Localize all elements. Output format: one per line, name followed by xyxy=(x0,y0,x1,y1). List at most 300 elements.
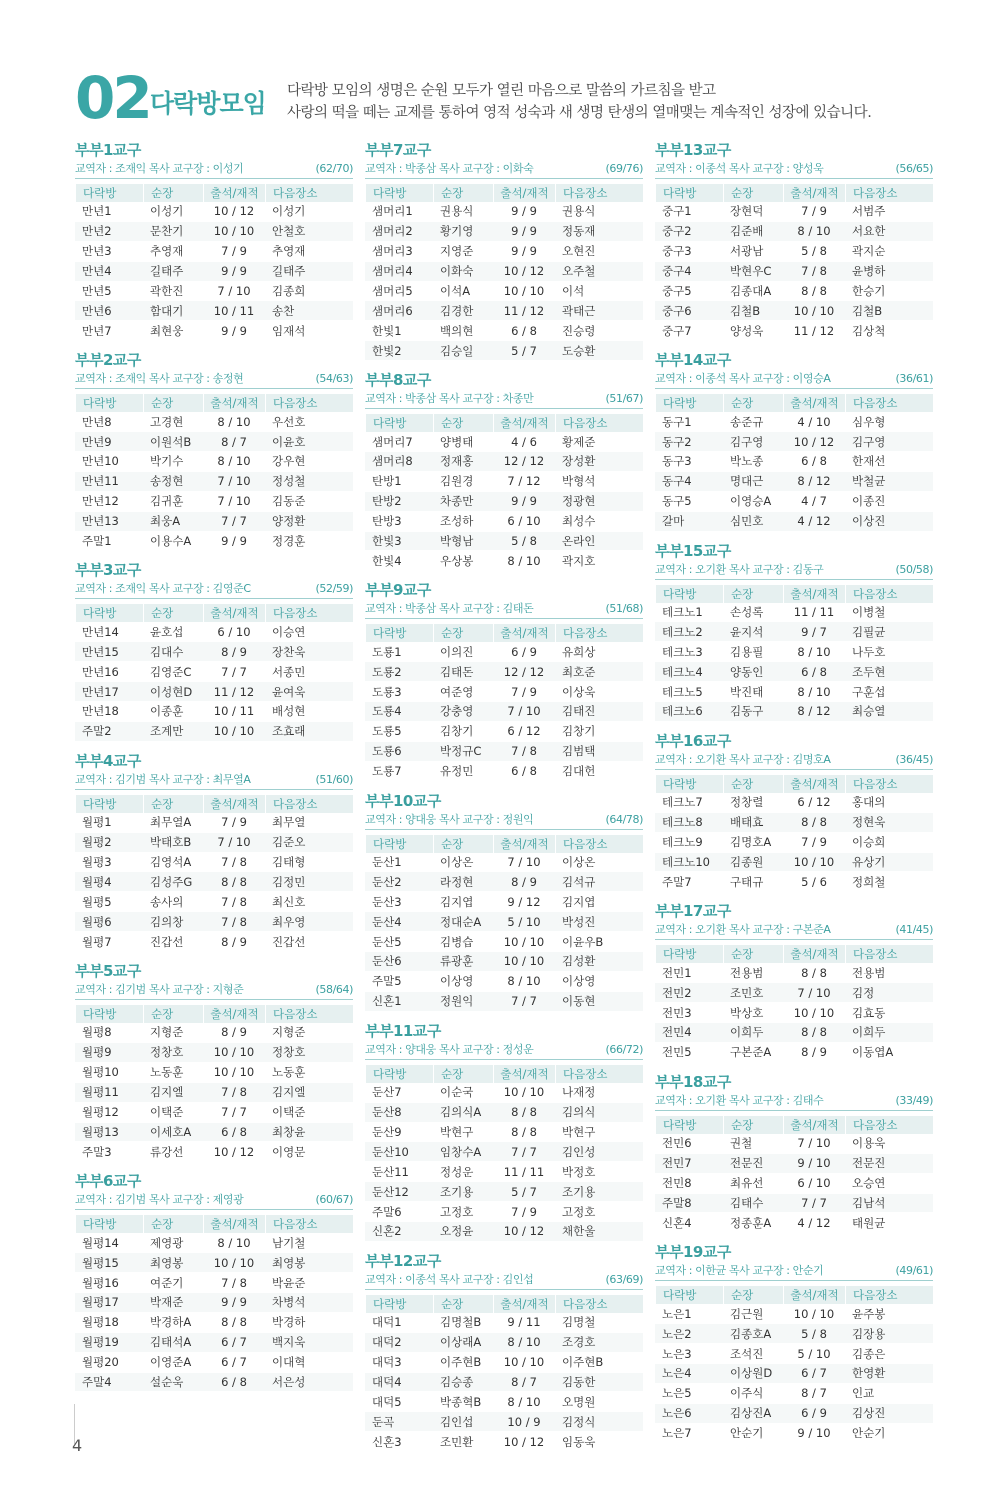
column-header: 다락방 xyxy=(365,835,433,853)
next-location: 최호준 xyxy=(555,662,643,682)
district-block xyxy=(75,959,353,1162)
next-location: 온라인 xyxy=(555,532,643,552)
column-header: 다락방 xyxy=(655,775,723,793)
attendance: 10 / 12 xyxy=(493,1222,555,1242)
table-row xyxy=(365,992,643,1012)
next-location: 곽지호 xyxy=(555,551,643,571)
leader-name: 김지엘 xyxy=(143,1083,203,1103)
next-location: 홍대의 xyxy=(845,793,933,813)
next-location: 박윤준 xyxy=(265,1273,353,1293)
attendance: 4 / 10 xyxy=(783,412,845,432)
table-row xyxy=(365,702,643,722)
group-name: 둔산4 xyxy=(365,912,433,932)
leader-name: 조민호 xyxy=(723,983,783,1003)
group-name: 동구3 xyxy=(655,452,723,472)
attendance: 10 / 10 xyxy=(493,932,555,952)
attendance: 5 / 7 xyxy=(493,1182,555,1202)
district-info xyxy=(655,751,933,770)
leader-name: 김철B xyxy=(723,301,783,321)
group-table xyxy=(655,775,933,892)
attendance: 7 / 9 xyxy=(783,202,845,222)
group-name: 월평7 xyxy=(75,932,143,952)
attendance: 10 / 10 xyxy=(783,1304,845,1324)
next-location: 이상욱 xyxy=(555,682,643,702)
attendance: 8 / 10 xyxy=(783,642,845,662)
district-total: (51/60) xyxy=(315,772,353,786)
attendance: 8 / 10 xyxy=(203,412,265,432)
table-row xyxy=(365,662,643,682)
leader-name: 김종원 xyxy=(723,853,783,873)
attendance: 10 / 12 xyxy=(203,1142,265,1162)
table-row xyxy=(365,1333,643,1353)
table-row xyxy=(75,1273,353,1293)
group-name: 만년4 xyxy=(75,262,143,282)
attendance: 5 / 10 xyxy=(783,1344,845,1364)
leader-name: 윤호섭 xyxy=(143,622,203,642)
column-header: 다락방 xyxy=(75,1215,143,1233)
table-header-row xyxy=(75,1215,353,1233)
district-staff: 교역자 : 양대웅 목사 교구장 : 정성운 xyxy=(365,1042,534,1056)
next-location: 김장용 xyxy=(845,1324,933,1344)
leader-name: 김대수 xyxy=(143,642,203,662)
table-row xyxy=(655,682,933,702)
leader-name: 진갑선 xyxy=(143,932,203,952)
district-title: 부부9교구 xyxy=(365,581,431,600)
next-location: 이희두 xyxy=(845,1023,933,1043)
table-row xyxy=(75,1123,353,1143)
leader-name: 이상온 xyxy=(433,853,493,873)
table-row xyxy=(75,702,353,722)
next-location: 이성기 xyxy=(265,202,353,222)
district-info xyxy=(365,1041,643,1060)
description-line-2: 사랑의 떡을 떼는 교제를 통하여 영적 성숙과 새 생명 탄생의 열매맺는 계속적인 성장에 있습니다. xyxy=(287,105,872,121)
next-location: 이주현B xyxy=(555,1353,643,1373)
next-location: 임동욱 xyxy=(555,1432,643,1452)
attendance: 7 / 7 xyxy=(203,512,265,532)
attendance: 5 / 7 xyxy=(493,341,555,361)
next-location: 이병철 xyxy=(845,603,933,623)
table-row xyxy=(75,1063,353,1083)
next-location: 나두호 xyxy=(845,642,933,662)
group-name: 테크노2 xyxy=(655,622,723,642)
leader-name: 함대기 xyxy=(143,301,203,321)
table-row xyxy=(75,242,353,262)
leader-name: 김지엽 xyxy=(433,892,493,912)
column-header: 다음장소 xyxy=(555,414,643,432)
next-location: 오현진 xyxy=(555,242,643,262)
leader-name: 양병태 xyxy=(433,432,493,452)
table-row xyxy=(655,813,933,833)
attendance: 8 / 12 xyxy=(783,472,845,492)
group-name: 둔곡 xyxy=(365,1412,433,1432)
column-header: 다음장소 xyxy=(265,394,353,412)
table-row xyxy=(655,1154,933,1174)
leader-name: 조기용 xyxy=(433,1182,493,1202)
table-row xyxy=(365,222,643,242)
table-header-row xyxy=(365,1065,643,1083)
district-staff: 교역자 : 오기환 목사 교구장 : 김명호A xyxy=(655,752,831,766)
next-location: 김태진 xyxy=(555,702,643,722)
district-block xyxy=(365,1249,643,1452)
district-block xyxy=(75,138,353,341)
district-block xyxy=(75,558,353,741)
leader-name: 최웅A xyxy=(143,512,203,532)
next-location: 정광현 xyxy=(555,492,643,512)
column-header: 출석/재적 xyxy=(783,775,845,793)
next-location: 박경하 xyxy=(265,1313,353,1333)
next-location: 김정식 xyxy=(555,1412,643,1432)
next-location: 구훈섭 xyxy=(845,682,933,702)
group-name: 주말6 xyxy=(365,1202,433,1222)
group-name: 대덕1 xyxy=(365,1313,433,1333)
next-location: 한영환 xyxy=(845,1364,933,1384)
leader-name: 이상원D xyxy=(723,1364,783,1384)
group-name: 한빛3 xyxy=(365,532,433,552)
district-total: (62/70) xyxy=(315,162,353,175)
group-name: 월평19 xyxy=(75,1333,143,1353)
attendance: 7 / 9 xyxy=(493,1202,555,1222)
leader-name: 명대근 xyxy=(723,472,783,492)
group-name: 중구4 xyxy=(655,262,723,282)
district-total: (60/67) xyxy=(315,1193,353,1207)
group-name: 중구7 xyxy=(655,321,723,341)
column-header: 순장 xyxy=(723,945,783,963)
district-title: 부부5교구 xyxy=(75,962,141,981)
next-location: 최창윤 xyxy=(265,1123,353,1143)
group-name: 샘머리4 xyxy=(365,262,433,282)
attendance: 8 / 10 xyxy=(493,551,555,571)
leader-name: 최유선 xyxy=(723,1174,783,1194)
next-location: 우선호 xyxy=(265,412,353,432)
next-location: 박성진 xyxy=(555,912,643,932)
next-location: 김범택 xyxy=(555,742,643,762)
district-info xyxy=(365,1271,643,1290)
group-name: 갈마 xyxy=(655,512,723,532)
next-location: 백지욱 xyxy=(265,1333,353,1353)
group-name: 월평2 xyxy=(75,833,143,853)
group-name: 전민7 xyxy=(655,1154,723,1174)
attendance: 7 / 8 xyxy=(493,742,555,762)
table-row xyxy=(365,872,643,892)
next-location: 곽태근 xyxy=(555,301,643,321)
next-location: 이윤호 xyxy=(265,432,353,452)
attendance: 5 / 6 xyxy=(783,872,845,892)
table-row xyxy=(655,793,933,813)
group-name: 만년14 xyxy=(75,622,143,642)
column-header: 다음장소 xyxy=(845,394,933,412)
attendance: 8 / 9 xyxy=(783,1043,845,1063)
leader-name: 박종혁B xyxy=(433,1392,493,1412)
attendance: 6 / 12 xyxy=(493,722,555,742)
group-name: 만년13 xyxy=(75,512,143,532)
table-row xyxy=(365,1162,643,1182)
group-name: 만년10 xyxy=(75,452,143,472)
next-location: 진갑선 xyxy=(265,932,353,952)
leader-name: 박노종 xyxy=(723,452,783,472)
district-block xyxy=(365,368,643,571)
table-row xyxy=(655,662,933,682)
next-location: 박형석 xyxy=(555,472,643,492)
group-name: 대덕2 xyxy=(365,1333,433,1353)
leader-name: 구본준A xyxy=(723,1043,783,1063)
column-1 xyxy=(75,138,353,1399)
district-info xyxy=(75,160,353,179)
district-title: 부부8교구 xyxy=(365,371,431,390)
next-location: 배성현 xyxy=(265,702,353,722)
table-row xyxy=(365,742,643,762)
table-row xyxy=(655,1194,933,1214)
table-row xyxy=(655,642,933,662)
group-name: 전민2 xyxy=(655,983,723,1003)
column-header: 다락방 xyxy=(655,945,723,963)
table-row xyxy=(655,1003,933,1023)
table-row xyxy=(655,983,933,1003)
attendance: 9 / 9 xyxy=(203,262,265,282)
attendance: 8 / 10 xyxy=(203,1233,265,1253)
attendance: 11 / 11 xyxy=(493,1162,555,1182)
attendance: 9 / 12 xyxy=(493,892,555,912)
district-info xyxy=(75,981,353,1000)
table-header-row xyxy=(75,394,353,412)
next-location: 박철균 xyxy=(845,472,933,492)
group-name: 도룡2 xyxy=(365,662,433,682)
attendance: 11 / 12 xyxy=(493,301,555,321)
next-location: 서은성 xyxy=(265,1373,353,1393)
leader-name: 박재준 xyxy=(143,1293,203,1313)
district-info xyxy=(75,771,353,790)
group-name: 샘머리2 xyxy=(365,222,433,242)
next-location: 김종희 xyxy=(265,282,353,302)
attendance: 6 / 8 xyxy=(783,452,845,472)
group-name: 대덕4 xyxy=(365,1373,433,1393)
next-location: 나재정 xyxy=(555,1083,643,1103)
district-title: 부부2교구 xyxy=(75,351,141,370)
attendance: 6 / 8 xyxy=(493,762,555,782)
table-row xyxy=(655,603,933,623)
group-name: 둔산6 xyxy=(365,952,433,972)
group-name: 월평18 xyxy=(75,1313,143,1333)
group-table xyxy=(75,795,353,952)
group-name: 둔산12 xyxy=(365,1182,433,1202)
next-location: 정성철 xyxy=(265,472,353,492)
attendance: 10 / 10 xyxy=(783,301,845,321)
group-name: 월평6 xyxy=(75,912,143,932)
leader-name: 손성록 xyxy=(723,603,783,623)
group-name: 만년16 xyxy=(75,662,143,682)
district-info xyxy=(365,390,643,409)
attendance: 7 / 9 xyxy=(203,242,265,262)
leader-name: 정재홍 xyxy=(433,452,493,472)
next-location: 김종은 xyxy=(845,1344,933,1364)
attendance: 9 / 7 xyxy=(783,622,845,642)
column-header: 다락방 xyxy=(365,1065,433,1083)
leader-name: 김근원 xyxy=(723,1304,783,1324)
leader-name: 김명호A xyxy=(723,833,783,853)
section-title: 다락방모임 xyxy=(150,89,266,118)
table-row xyxy=(655,282,933,302)
leader-name: 지영준 xyxy=(433,242,493,262)
leader-name: 김용필 xyxy=(723,642,783,662)
district-total: (33/49) xyxy=(895,1093,933,1107)
table-row xyxy=(655,1364,933,1384)
group-name: 테크노8 xyxy=(655,813,723,833)
attendance: 9 / 9 xyxy=(203,321,265,341)
leader-name: 이택준 xyxy=(143,1103,203,1123)
leader-name: 강충영 xyxy=(433,702,493,722)
group-name: 만년9 xyxy=(75,432,143,452)
table-row xyxy=(75,892,353,912)
next-location: 차병석 xyxy=(265,1293,353,1313)
next-location: 정창호 xyxy=(265,1043,353,1063)
table-row xyxy=(365,762,643,782)
group-name: 샘머리7 xyxy=(365,432,433,452)
column-header: 다음장소 xyxy=(265,795,353,813)
attendance: 6 / 9 xyxy=(783,1404,845,1424)
next-location: 전문진 xyxy=(845,1154,933,1174)
district-block xyxy=(655,348,933,531)
table-row xyxy=(655,202,933,222)
district-info xyxy=(365,600,643,619)
table-row xyxy=(655,242,933,262)
leader-name: 이의진 xyxy=(433,642,493,662)
column-header: 출석/재적 xyxy=(783,394,845,412)
leader-name: 정원익 xyxy=(433,992,493,1012)
next-location: 조기용 xyxy=(555,1182,643,1202)
district-title: 부부7교구 xyxy=(365,141,431,159)
leader-name: 송사의 xyxy=(143,892,203,912)
attendance: 10 / 10 xyxy=(493,282,555,302)
district-info xyxy=(655,370,933,389)
group-name: 샘머리5 xyxy=(365,282,433,302)
next-location: 한승기 xyxy=(845,282,933,302)
district-block xyxy=(365,138,643,361)
group-table xyxy=(655,1286,933,1443)
table-row xyxy=(75,1333,353,1353)
next-location: 이상온 xyxy=(555,853,643,873)
district-block xyxy=(365,1019,643,1242)
next-location: 김명철 xyxy=(555,1313,643,1333)
next-location: 이상진 xyxy=(845,512,933,532)
group-table xyxy=(365,624,643,781)
table-row xyxy=(365,1103,643,1123)
leader-name: 이세호A xyxy=(143,1123,203,1143)
district-block xyxy=(655,899,933,1062)
next-location: 김남석 xyxy=(845,1194,933,1214)
next-location: 김정 xyxy=(845,983,933,1003)
attendance: 7 / 9 xyxy=(783,833,845,853)
table-row xyxy=(655,1404,933,1424)
table-row xyxy=(75,1233,353,1253)
table-row xyxy=(655,262,933,282)
column-header: 순장 xyxy=(433,414,493,432)
leader-name: 권철 xyxy=(723,1134,783,1154)
attendance: 7 / 7 xyxy=(783,1194,845,1214)
table-row xyxy=(75,833,353,853)
table-row xyxy=(655,452,933,472)
leader-name: 김경한 xyxy=(433,301,493,321)
column-header: 순장 xyxy=(433,624,493,642)
column-header: 순장 xyxy=(433,835,493,853)
group-name: 테크노7 xyxy=(655,793,723,813)
district-staff: 교역자 : 양대웅 목사 교구장 : 정원익 xyxy=(365,812,534,826)
table-row xyxy=(655,702,933,722)
next-location: 이승연 xyxy=(265,622,353,642)
district-info xyxy=(655,561,933,580)
table-row xyxy=(655,412,933,432)
leader-name: 장현덕 xyxy=(723,202,783,222)
column-header: 출석/재적 xyxy=(783,184,845,202)
attendance: 7 / 8 xyxy=(203,1083,265,1103)
column-header: 출석/재적 xyxy=(783,945,845,963)
next-location: 노동훈 xyxy=(265,1063,353,1083)
column-header: 출석/재적 xyxy=(493,624,555,642)
table-row xyxy=(75,321,353,341)
attendance: 10 / 10 xyxy=(203,222,265,242)
attendance: 11 / 12 xyxy=(203,682,265,702)
group-name: 노은5 xyxy=(655,1384,723,1404)
table-row xyxy=(365,1412,643,1432)
group-name: 도룡1 xyxy=(365,642,433,662)
group-name: 주말2 xyxy=(75,722,143,742)
column-header: 다락방 xyxy=(75,394,143,412)
next-location: 추영재 xyxy=(265,242,353,262)
attendance: 10 / 10 xyxy=(203,722,265,742)
group-table xyxy=(655,184,933,341)
attendance: 9 / 9 xyxy=(493,202,555,222)
attendance: 10 / 10 xyxy=(783,853,845,873)
leader-name: 양동인 xyxy=(723,662,783,682)
column-header: 다음장소 xyxy=(845,1286,933,1304)
column-header: 출석/재적 xyxy=(493,414,555,432)
group-name: 만년3 xyxy=(75,242,143,262)
group-name: 도룡5 xyxy=(365,722,433,742)
attendance: 4 / 12 xyxy=(783,512,845,532)
next-location: 곽지순 xyxy=(845,242,933,262)
group-name: 샘머리6 xyxy=(365,301,433,321)
leader-name: 박상호 xyxy=(723,1003,783,1023)
table-row xyxy=(75,1023,353,1043)
next-location: 이동현 xyxy=(555,992,643,1012)
group-name: 둔산2 xyxy=(365,872,433,892)
table-row xyxy=(365,282,643,302)
group-name: 둔산3 xyxy=(365,892,433,912)
district-staff: 교역자 : 박종삼 목사 교구장 : 차종만 xyxy=(365,392,534,406)
district-title: 부부3교구 xyxy=(75,561,141,580)
attendance: 7 / 8 xyxy=(203,853,265,873)
leader-name: 김상진A xyxy=(723,1404,783,1424)
group-name: 월평11 xyxy=(75,1083,143,1103)
district-total: (41/45) xyxy=(895,923,933,937)
attendance: 9 / 9 xyxy=(203,532,265,552)
next-location: 최무열 xyxy=(265,813,353,833)
table-row xyxy=(655,833,933,853)
attendance: 4 / 6 xyxy=(493,432,555,452)
group-name: 테크노6 xyxy=(655,702,723,722)
section-description xyxy=(287,80,871,124)
leader-name: 송준규 xyxy=(723,412,783,432)
district-total: (50/58) xyxy=(895,562,933,576)
table-row xyxy=(75,1293,353,1313)
district-block xyxy=(75,348,353,551)
attendance: 7 / 7 xyxy=(203,662,265,682)
group-name: 둔산9 xyxy=(365,1123,433,1143)
attendance: 8 / 10 xyxy=(783,222,845,242)
table-row xyxy=(655,1174,933,1194)
attendance: 6 / 10 xyxy=(203,622,265,642)
table-row xyxy=(75,853,353,873)
group-name: 만년1 xyxy=(75,202,143,222)
leader-name: 고경현 xyxy=(143,412,203,432)
